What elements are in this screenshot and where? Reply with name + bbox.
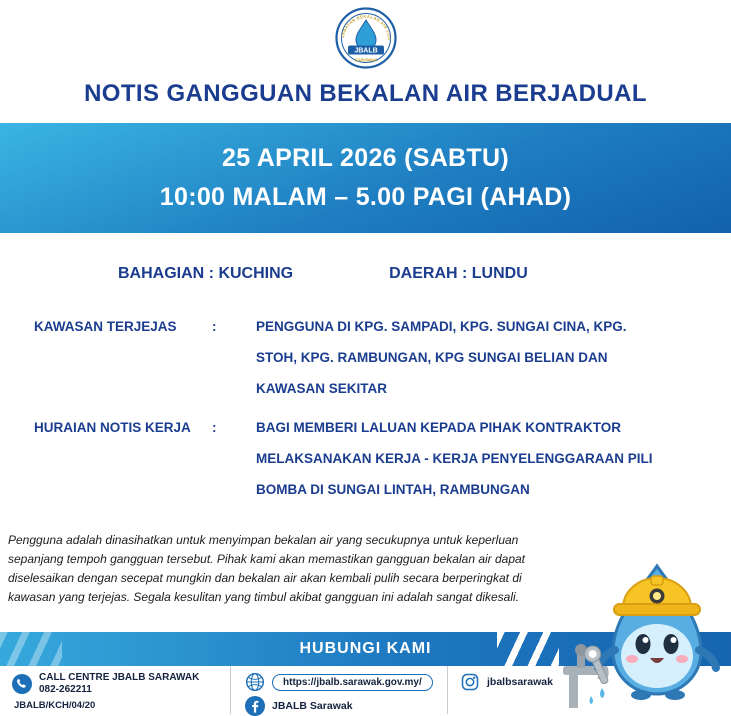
- detail-line: BOMBA DI SUNGAI LINTAH, RAMBUNGAN: [256, 482, 530, 497]
- facebook-icon: [245, 696, 265, 716]
- call-centre-section: [0, 666, 230, 714]
- detail-line: MELAKSANAKAN KERJA - KERJA PENYELENGGARAAN PILI: [256, 451, 653, 466]
- work-notice-label: HURAIAN NOTIS KERJA: [34, 420, 191, 435]
- instagram-icon: [460, 672, 480, 692]
- call-centre-number: 082-262211: [39, 684, 92, 695]
- stripes-left-decoration: [0, 632, 62, 666]
- hubungi-kami-heading: HUBUNGI KAMI: [299, 640, 432, 657]
- website-link[interactable]: https://jbalb.sarawak.gov.my/: [272, 674, 433, 691]
- schedule-banner: [0, 123, 731, 233]
- detail-line: STOH, KPG. RAMBUNGAN, KPG SUNGAI BELIAN DAN: [256, 350, 608, 365]
- facebook-page[interactable]: JBALB Sarawak: [272, 700, 353, 712]
- affected-area-value: [256, 311, 696, 404]
- schedule-time: 10:00 MALAM – 5.00 PAGI (AHAD): [159, 183, 572, 211]
- daerah-text: DAERAH : LUNDU: [389, 265, 528, 282]
- detail-line: PENGGUNA DI KPG. SAMPADI, KPG. SUNGAI CINA, KPG.: [256, 319, 627, 334]
- water-drop-mascot: [553, 546, 729, 714]
- affected-area-colon: :: [212, 319, 217, 334]
- instagram-handle[interactable]: jbalbsarawak: [487, 676, 553, 688]
- work-notice-row: [34, 412, 731, 505]
- phone-icon: [12, 674, 32, 694]
- reference-code: JBALB/KCH/04/20: [14, 700, 96, 711]
- call-centre-label: CALL CENTRE JBALB SARAWAK: [39, 672, 200, 683]
- detail-line: BAGI MEMBERI LALUAN KEPADA PIHAK KONTRAKTOR: [256, 420, 621, 435]
- affected-area-label: KAWASAN TERJEJAS: [34, 319, 177, 334]
- logo-arc-text: JABATAN BEKALAN AIR LUA: [339, 13, 392, 41]
- jbalb-logo: [335, 7, 397, 69]
- globe-icon: [245, 672, 265, 692]
- stripes-right-decoration: [497, 632, 559, 666]
- work-notice-value: [256, 412, 696, 505]
- schedule-date: 25 APRIL 2026 (SABTU): [222, 144, 509, 172]
- affected-area-row: [34, 311, 731, 404]
- logo-container: [0, 0, 731, 69]
- bahagian-text: BAHAGIAN : KUCHING: [118, 265, 294, 282]
- page-title: NOTIS GANGGUAN BEKALAN AIR BERJADUAL: [84, 80, 647, 107]
- logo-region: SARAWAK: [354, 57, 377, 63]
- region-row: [118, 265, 731, 283]
- disclaimer-text: Pengguna adalah dinasihatkan untuk menyimpan bekalan air yang secukupnya untuk keperluan sepanjang tempoh gangguan tersebut. Pihak kami akan memastikan gangguan bekalan air dapat diselesaikan dengan secepat mungkin dan bekalan air akan kembali pulih secara berperingkat di kawasan yang terjejas. Segala kesulitan yang timbul akibat gangguan ini adalah sangat dikesali.: [8, 533, 526, 604]
- logo-acronym: JBALB: [353, 47, 378, 55]
- web-social-section: [230, 666, 448, 714]
- detail-line: KAWASAN SEKITAR: [256, 381, 388, 396]
- work-notice-colon: :: [212, 420, 217, 435]
- details-section: [0, 311, 731, 505]
- hard-hat-icon: [614, 576, 700, 615]
